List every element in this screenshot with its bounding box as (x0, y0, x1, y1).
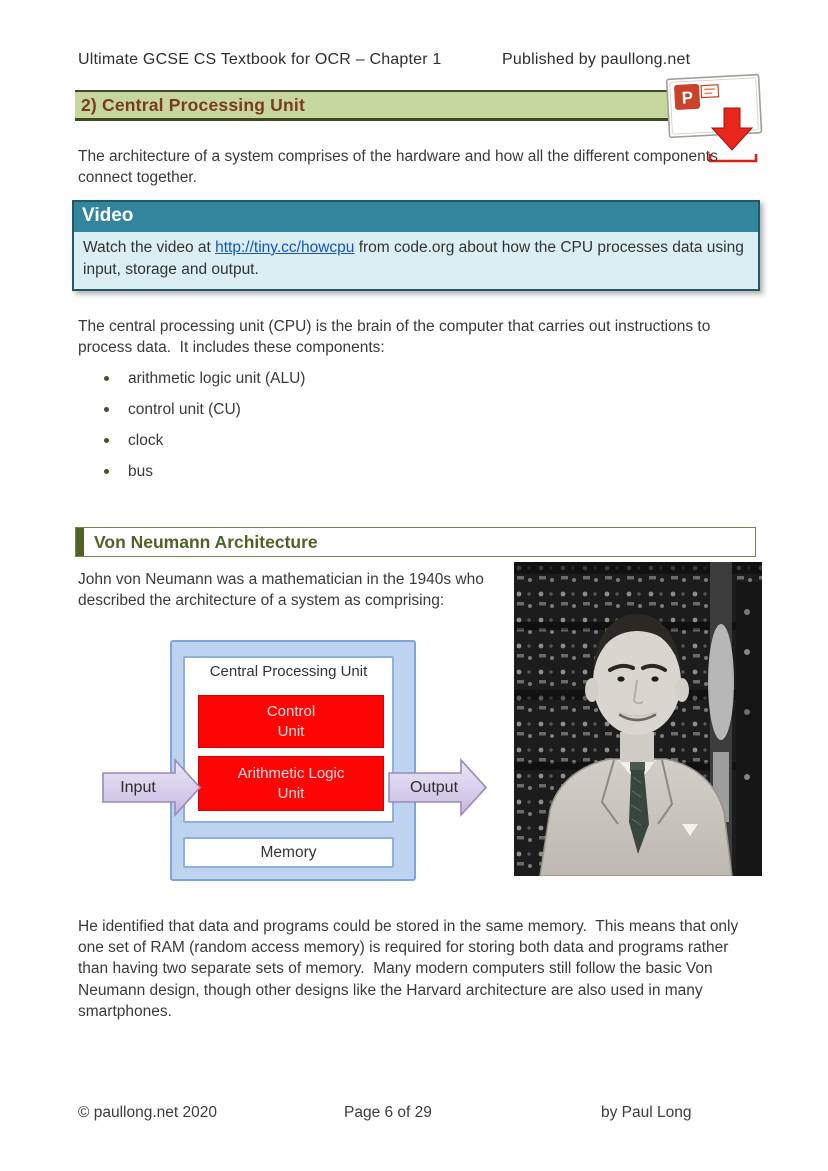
control-unit-box (198, 695, 384, 748)
alu-label-line1: Arithmetic Logic (237, 764, 345, 782)
section-header-bar (75, 90, 756, 121)
bullet-dot-icon (104, 407, 109, 412)
list-item-label: control unit (CU) (128, 400, 241, 418)
video-link[interactable]: http://tiny.cc/howcpu (215, 239, 355, 256)
control-unit-label-line1: Control (266, 702, 316, 720)
list-item (104, 461, 305, 482)
header-publisher: Published by paullong.net (502, 51, 691, 68)
alu-box (198, 756, 384, 811)
cpu-paragraph: The central processing unit (CPU) is the brain of the computer that carries out instructions to process data. It includes these components: (78, 317, 715, 356)
von-neumann-photo (514, 562, 762, 876)
bullet-dot-icon (104, 438, 109, 443)
video-callout-body (74, 232, 758, 289)
video-callout (72, 200, 760, 291)
footer-copyright: © paullong.net 2020 (78, 1104, 217, 1121)
closing-paragraph: He identified that data and programs could be stored in the same memory. This means that only one set of RAM (random access memory) is required for storing both data and programs rather than having two separate sets of memory. Many modern computers still follow the basic Von Neumann design, though other designs like the Harvard architecture are also used in many smartphones. (78, 917, 743, 1020)
von-neumann-paragraph: John von Neumann was a mathematician in the 1940s who described the architecture of a system as comprising: (78, 570, 489, 609)
bullet-dot-icon (104, 469, 109, 474)
intro-paragraph: The architecture of a system comprises of the hardware and how all the different components connect together. (78, 147, 723, 186)
footer-author: by Paul Long (601, 1104, 692, 1121)
bullet-dot-icon (104, 376, 109, 381)
list-item-label: clock (128, 431, 164, 449)
section-title: 2) Central Processing Unit (81, 94, 306, 115)
components-list (104, 368, 305, 492)
subsection-accent-bar (76, 528, 84, 556)
input-label: Input (120, 778, 156, 796)
video-callout-title: Video (74, 202, 758, 232)
header-course-title: Ultimate GCSE CS Textbook for OCR – Chapter 1 (78, 51, 442, 68)
subsection-header (75, 527, 756, 557)
video-text-after: from code.org about how the CPU processes data using input, storage and output. (83, 239, 749, 278)
list-item (104, 368, 305, 389)
output-label: Output (409, 778, 459, 796)
memory-box: Memory (183, 837, 394, 868)
list-item (104, 399, 305, 420)
subsection-title: Von Neumann Architecture (94, 531, 318, 552)
list-item (104, 430, 305, 451)
cpu-box-label: Central Processing Unit (209, 663, 368, 680)
svg-text:P: P (681, 88, 694, 108)
list-item-label: bus (128, 462, 153, 480)
video-text-before: Watch the video at (83, 239, 216, 256)
footer-page-number: Page 6 of 29 (344, 1104, 432, 1121)
list-item-label: arithmetic logic unit (ALU) (128, 369, 306, 387)
control-unit-label-line2: Unit (277, 722, 305, 740)
alu-label-line2: Unit (277, 784, 305, 802)
